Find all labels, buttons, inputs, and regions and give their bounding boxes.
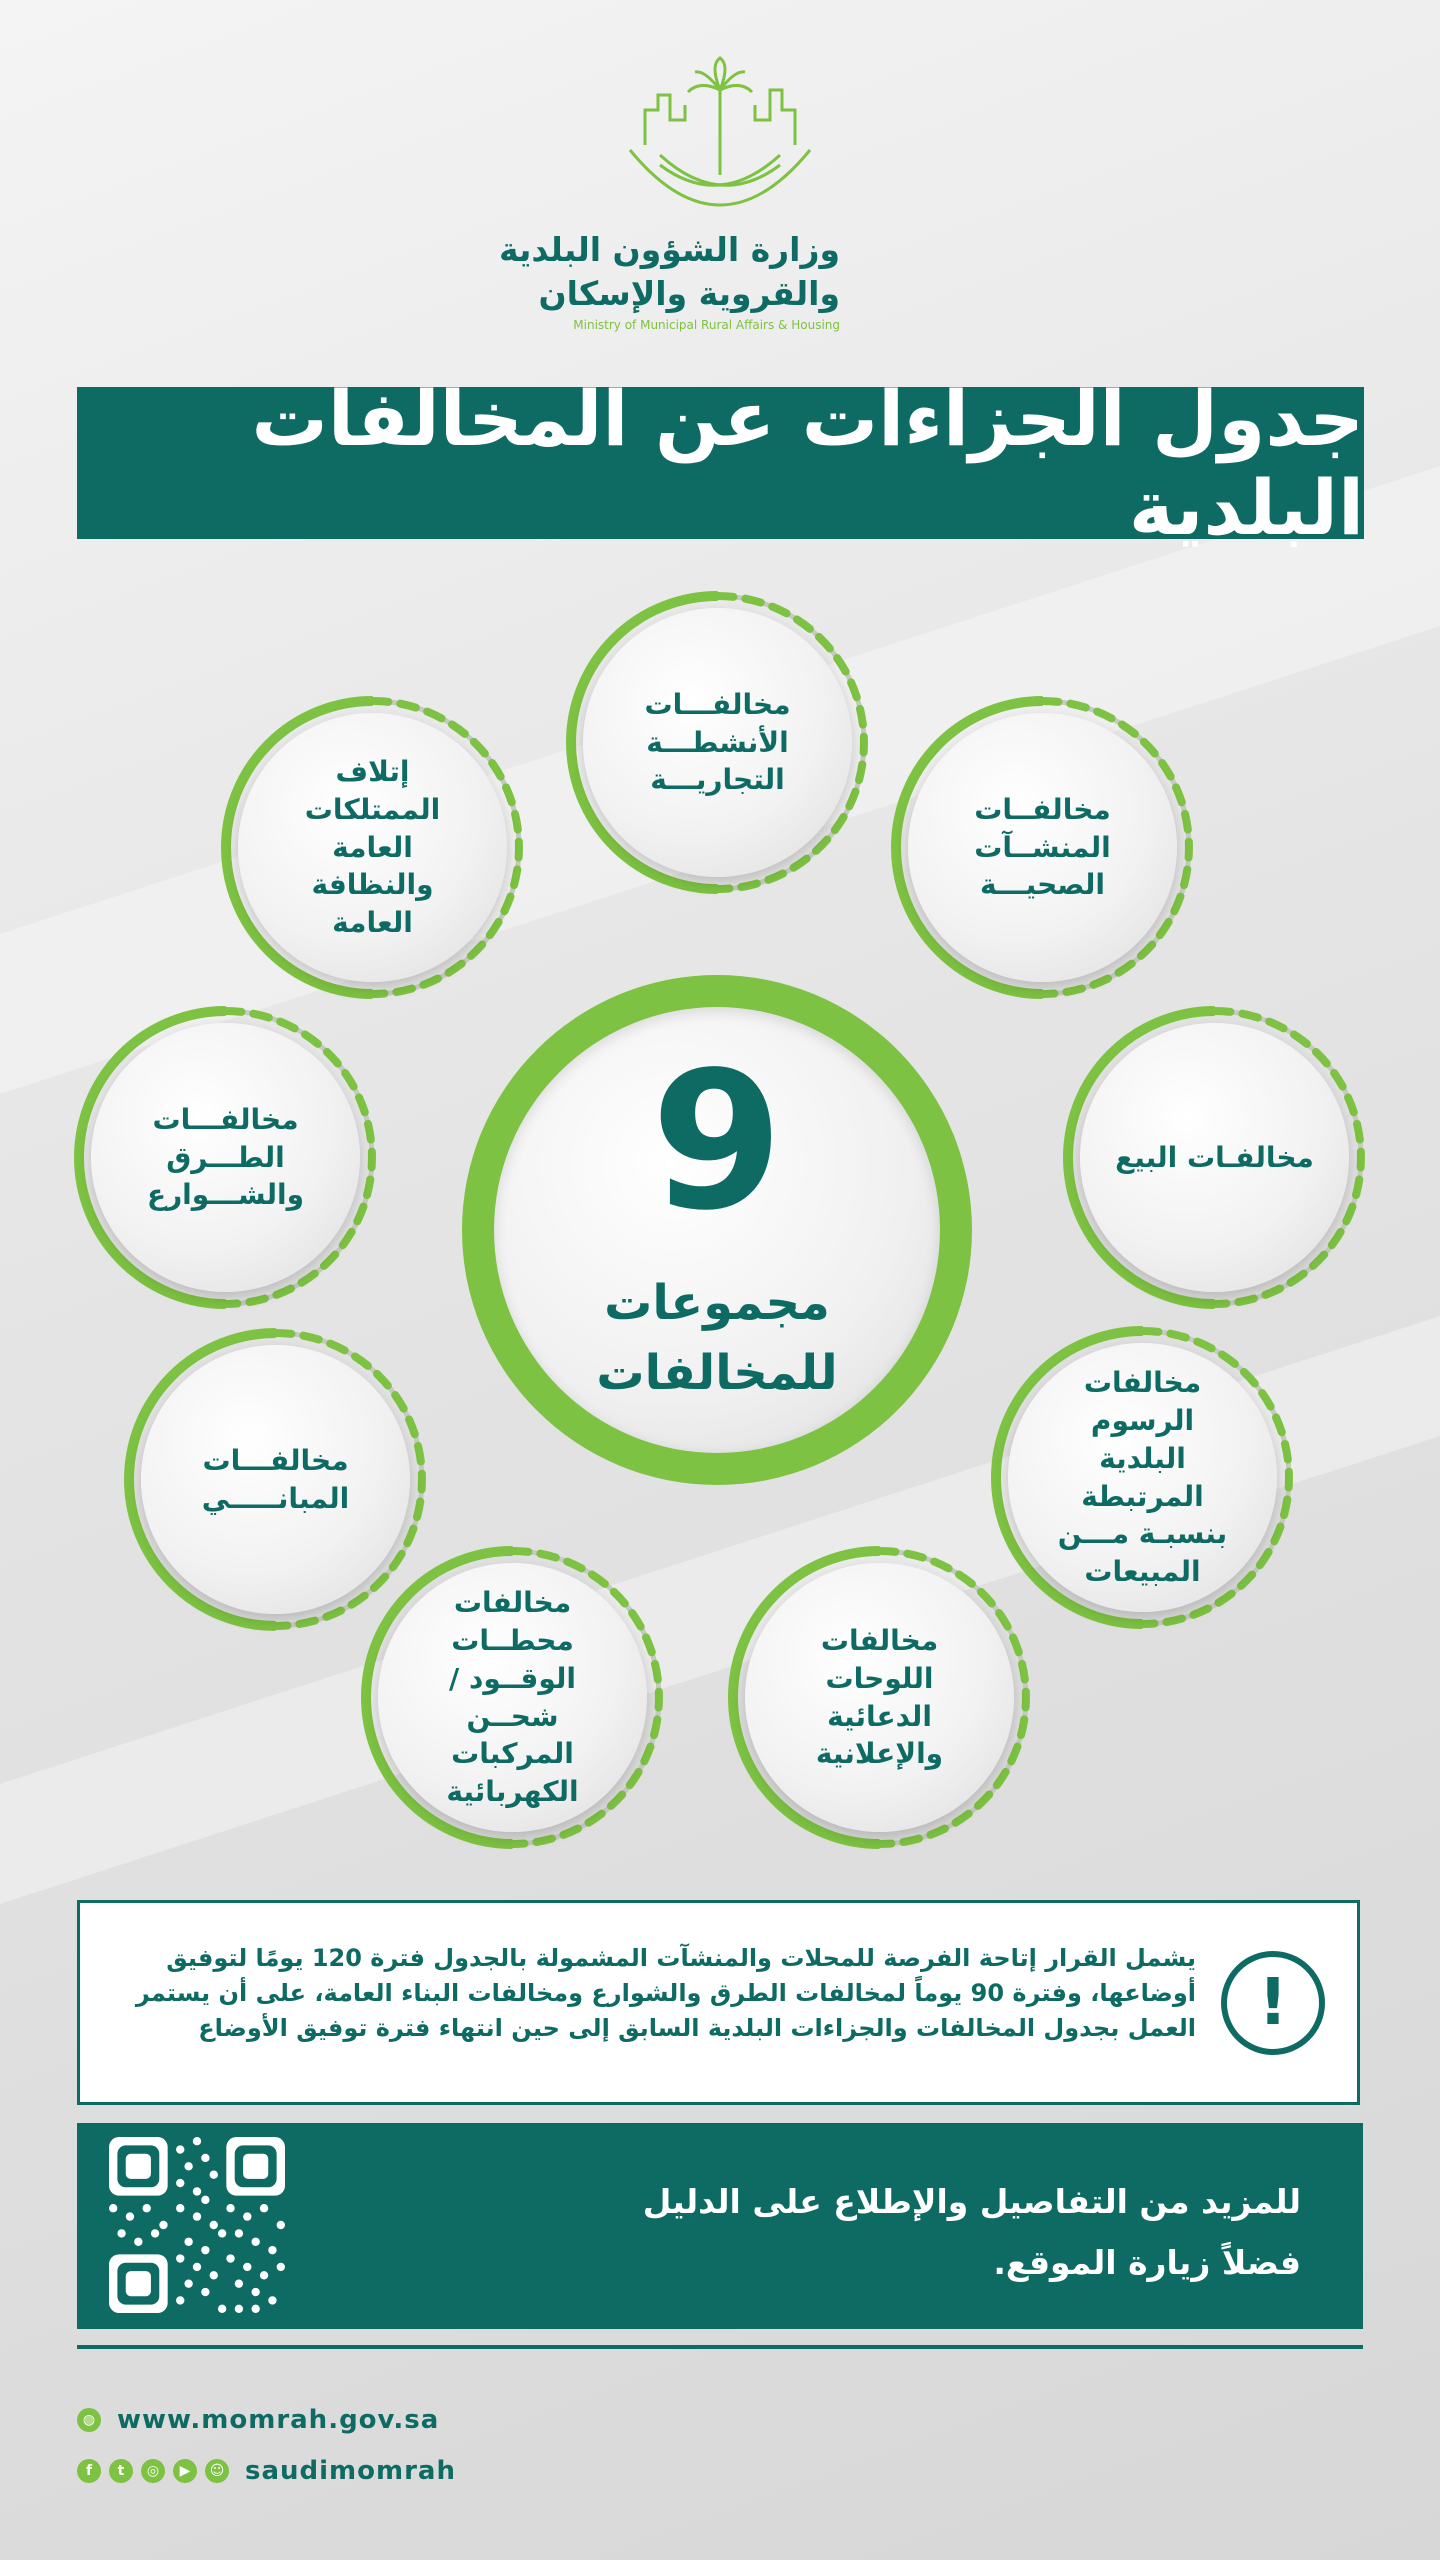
snapchat-icon[interactable]: ☺ xyxy=(205,2459,229,2483)
group-circle xyxy=(1062,1005,1367,1310)
twitter-icon[interactable]: t xyxy=(109,2459,133,2483)
ministry-logo xyxy=(600,50,840,240)
group-circle-inner xyxy=(238,713,507,982)
ministry-name-line2: والقروية والإسكان xyxy=(538,274,840,313)
qr-code[interactable] xyxy=(109,2137,285,2313)
group-label: مخالفـات البيع xyxy=(1115,1140,1314,1174)
group-circle-inner xyxy=(908,713,1177,982)
groups-count: 9 xyxy=(650,1031,784,1252)
social-row xyxy=(77,2456,456,2486)
website-link[interactable]: www.momrah.gov.sa xyxy=(117,2405,440,2435)
ministry-name-line1: وزارة الشؤون البلدية xyxy=(498,230,840,269)
center-circle xyxy=(462,975,972,1485)
group-circle xyxy=(73,1005,378,1310)
center-circle-inner xyxy=(494,1007,940,1453)
groups-count-label: مجموعات للمخالفات xyxy=(596,1275,838,1401)
group-circle xyxy=(990,1325,1295,1630)
group-label: مخالفــات المنشــآت الصحيـــة xyxy=(974,792,1111,902)
group-circle-inner xyxy=(1008,1343,1277,1612)
group-label: مخالفات محطــات الوقــود / شحــن المركبات الكهربائية xyxy=(446,1586,579,1809)
group-label: مخالفـــات الطـــرق والشـــوارع xyxy=(146,1102,305,1212)
group-label: مخالفـــات المبانـــــي xyxy=(201,1443,350,1515)
note-text: يشمل القرار إتاحة الفرصة للمحلات والمنشآت المشمولة بالجدول فترة 120 يومًا لتوفيق أوضاعها، وفترة 90 يوماً لمخالفات الطرق والشوارع ومخالفات البناء العامة، على أن يستمر العمل بجدول المخالفات والجزاءات البلدية السابق إلى حين انتهاء فترة توفيق الأوضاع xyxy=(135,1944,1196,2042)
exclamation-icon: ! xyxy=(1221,1951,1325,2055)
group-circle xyxy=(123,1327,428,1632)
website-row xyxy=(77,2405,439,2435)
cta-text: للمزيد من التفاصيل والإطلاع على الدليل فضلاً زيارة الموقع. xyxy=(642,2182,1301,2283)
facebook-icon[interactable]: f xyxy=(77,2459,101,2483)
group-label: إتلاف الممتلكات العامة والنظافة العامة xyxy=(304,755,441,940)
cta-banner xyxy=(77,2123,1363,2329)
group-circle xyxy=(890,695,1195,1000)
group-label: مخالفـــات الأنشطـــة التجاريـــة xyxy=(644,687,791,797)
group-circle-inner xyxy=(91,1023,360,1292)
group-circle-inner xyxy=(141,1345,410,1614)
page-title-bar xyxy=(77,374,1364,552)
footer-divider xyxy=(77,2345,1363,2349)
group-circle xyxy=(565,590,870,895)
group-circle xyxy=(220,695,525,1000)
group-circle-inner xyxy=(1080,1023,1349,1292)
globe-icon: ◍ xyxy=(77,2408,101,2432)
group-circle-inner xyxy=(745,1563,1014,1832)
group-circle xyxy=(727,1545,1032,1850)
youtube-icon[interactable]: ▶ xyxy=(173,2459,197,2483)
group-circle-inner xyxy=(583,608,852,877)
group-label: مخالفات الرسوم البلدية المرتبطة بنسبـة مـــن المبيعات xyxy=(1057,1366,1228,1589)
social-handle[interactable]: saudimomrah xyxy=(245,2456,456,2486)
instagram-icon[interactable]: ◎ xyxy=(141,2459,165,2483)
ministry-name-english: Ministry of Municipal Rural Affairs & Housing xyxy=(573,318,840,332)
note-box xyxy=(77,1900,1360,2105)
page-title: جدول الجزاءات عن المخالفات البلدية xyxy=(251,374,1364,552)
group-label: مخالفات اللوحات الدعائية والإعلانية xyxy=(815,1623,944,1771)
